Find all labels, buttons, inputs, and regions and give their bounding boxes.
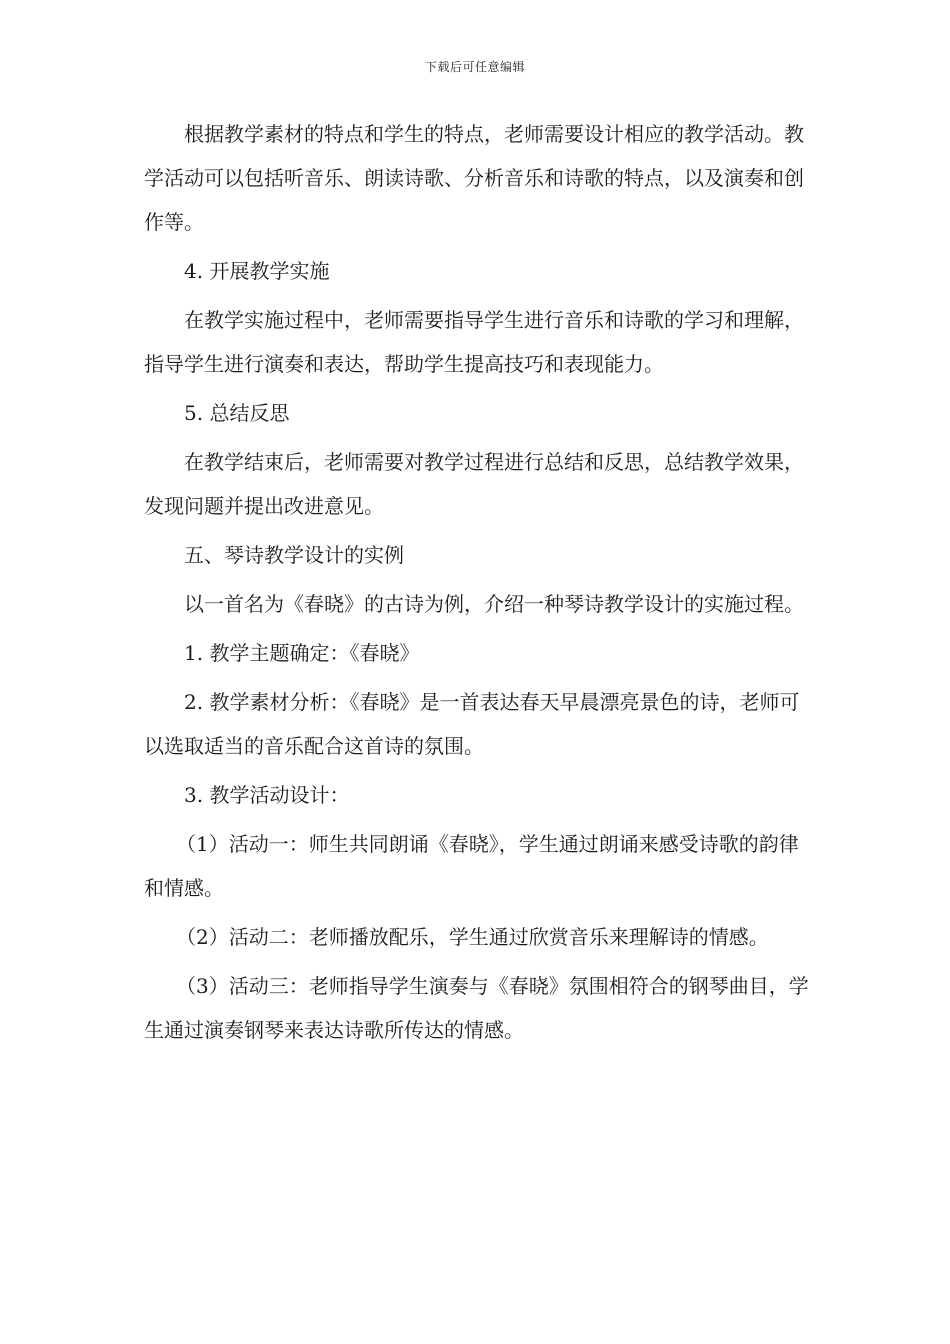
- heading-reflection: 5. 总结反思: [184, 401, 290, 425]
- item-activity-design: 3. 教学活动设计：: [184, 783, 350, 807]
- paragraph-activities-design: 根据教学素材的特点和学生的特点，老师需要设计相应的教学活动。教学活动可以包括听音乐、朗读诗歌、分析音乐和诗歌的特点，以及演奏和创作等。: [144, 122, 804, 234]
- item-material-analysis: 2. 教学素材分析：《春晓》是一首表达春天早晨漂亮景色的诗，老师可以选取适当的音乐配合这首诗的氛围。: [144, 690, 800, 758]
- paragraph-example-intro: 以一首名为《春晓》的古诗为例，介绍一种琴诗教学设计的实施过程。: [184, 592, 804, 616]
- heading-implementation: 4. 开展教学实施: [184, 259, 330, 283]
- document-body: [144, 112, 809, 1057]
- activity-two: （2）活动二：老师播放配乐，学生通过欣赏音乐来理解诗的情感。: [176, 925, 769, 949]
- page-header: 下载后可任意编辑: [424, 60, 525, 74]
- paragraph-reflection: 在教学结束后，老师需要对教学过程进行总结和反思，总结教学效果，发现问题并提出改进意见。: [144, 450, 804, 518]
- heading-example: 五、琴诗教学设计的实例: [184, 543, 404, 567]
- activity-three: （3）活动三：老师指导学生演奏与《春晓》氛围相符合的钢琴曲目，学生通过演奏钢琴来表达诗歌所传达的情感。: [144, 974, 809, 1042]
- activity-one: （1）活动一：师生共同朗诵《春晓》，学生通过朗诵来感受诗歌的韵律和情感。: [144, 832, 799, 900]
- paragraph-implementation: 在教学实施过程中，老师需要指导学生进行音乐和诗歌的学习和理解，指导学生进行演奏和表达，帮助学生提高技巧和表现能力。: [144, 308, 804, 376]
- item-theme: 1. 教学主题确定：《春晓》: [184, 641, 420, 665]
